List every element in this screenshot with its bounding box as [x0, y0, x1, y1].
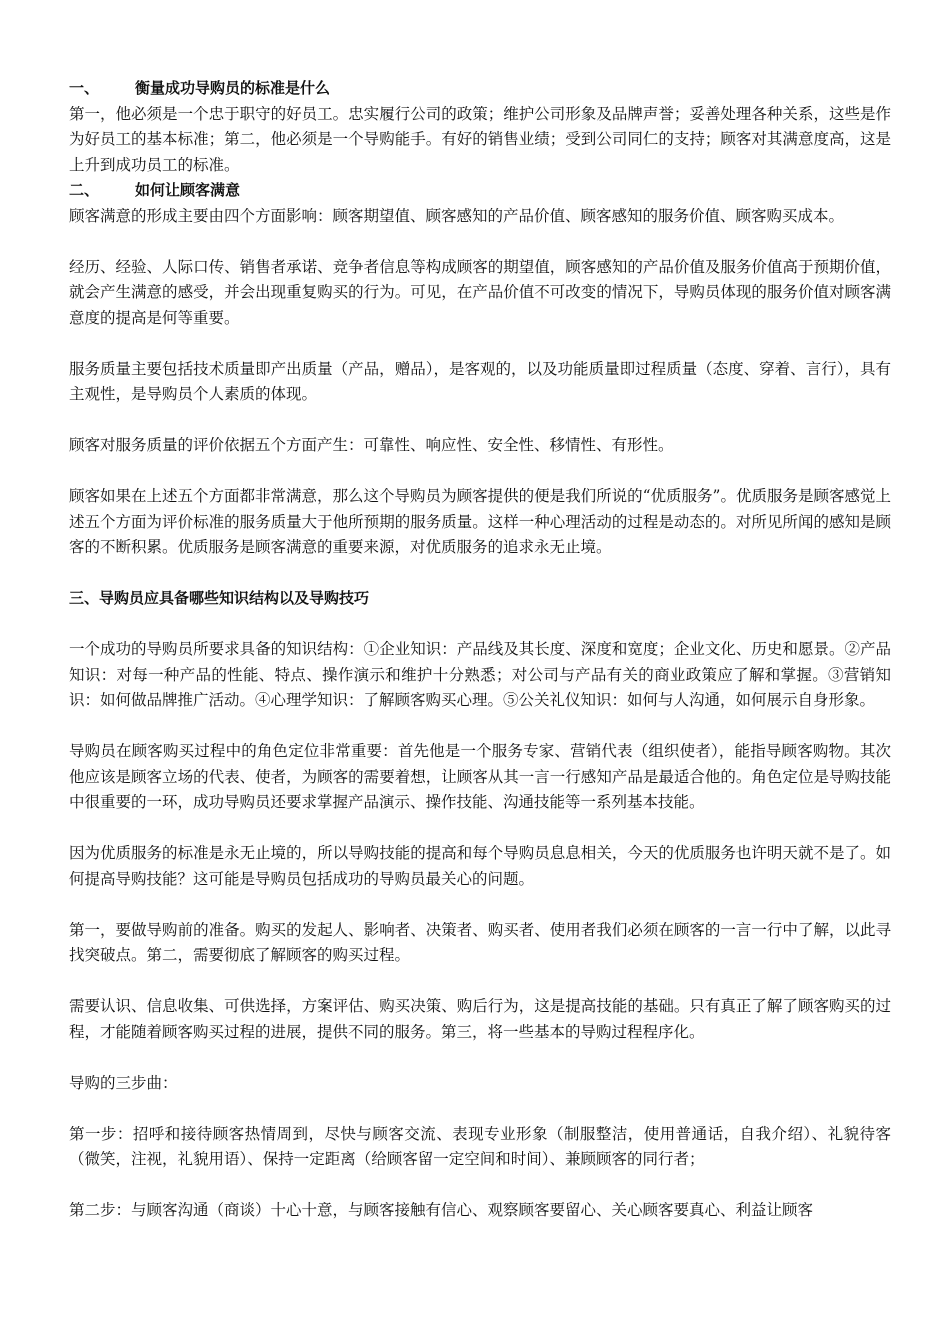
section-2-title: 如何让顾客满意	[135, 181, 241, 199]
paragraph: 因为优质服务的标准是永无止境的，所以导购技能的提高和每个导购员息息相关，今天的优质服务也许明天就不是了。如何提高导购技能？这可能是导购员包括成功的导购员最关心的问题。	[69, 844, 891, 888]
section-1-number: 一、	[69, 79, 100, 97]
document-page	[69, 76, 891, 1224]
paragraph: 顾客满意的形成主要由四个方面影响：顾客期望值、顾客感知的产品价值、顾客感知的服务价值、顾客购买成本。	[69, 206, 845, 225]
paragraph: 第二步：与顾客沟通（商谈）十心十意，与顾客接触有信心、观察顾客要留心、关心顾客要真心、利益让顾客	[69, 1201, 814, 1219]
paragraph: 顾客对服务质量的评价依据五个方面产生：可靠性、响应性、安全性、移情性、有形性。	[69, 436, 674, 454]
section-2-number: 二、	[69, 181, 100, 199]
paragraph: 第一步：招呼和接待顾客热情周到，尽快与顾客交流、表现专业形象（制服整洁，使用普通话，自我介绍）、礼貌待客（微笑，注视，礼貌用语）、保持一定距离（给顾客留一定空间和时间）、兼顾顾客的同行者；	[69, 1124, 891, 1168]
section-1-title: 衡量成功导购员的标准是什么	[135, 79, 331, 97]
paragraph: 顾客如果在上述五个方面都非常满意，那么这个导购员为顾客提供的便是我们所说的“优质服务”。优质服务是顾客感觉上述五个方面为评价标准的服务质量大于他所预期的服务质量。这样一种心理活动的过程是动态的。对所见所闻的感知是顾客的不断积累。优质服务是顾客满意的重要来源，对优质服务的追求永无止境。	[69, 487, 891, 556]
paragraph: 导购的三步曲：	[69, 1073, 178, 1092]
section-2-heading	[69, 178, 891, 204]
paragraph: 第一，要做导购前的准备。购买的发起人、影响者、决策者、购买者、使用者我们必须在顾客的一言一行中了解，以此寻找突破点。第二，需要彻底了解顾客的购买过程。	[69, 920, 891, 964]
paragraph: 经历、经验、人际口传、销售者承诺、竞争者信息等构成顾客的期望值，顾客感知的产品价值及服务价值高于预期价值，就会产生满意的感受，并会出现重复购买的行为。可见，在产品价值不可改变的情况下，导购员体现的服务价值对顾客满意度的提高是何等重要。	[69, 257, 891, 327]
paragraph: 一个成功的导购员所要求具备的知识结构：①企业知识：产品线及其长度、深度和宽度；企业文化、历史和愿景。②产品知识：对每一种产品的性能、特点、操作演示和维护十分熟悉；对公司与产品有关的商业政策应了解和掌握。③营销知识：如何做品牌推广活动。④心理学知识：了解顾客购买心理。⑤公关礼仪知识：如何与人沟通，如何展示自身形象。	[69, 640, 891, 709]
paragraph: 需要认识、信息收集、可供选择，方案评估、购买决策、购后行为，这是提高技能的基础。只有真正了解了顾客购买的过程，才能随着顾客购买过程的进展，提供不同的服务。第三，将一些基本的导购过程程序化。	[69, 997, 891, 1041]
section-1-heading	[69, 76, 891, 102]
paragraph: 服务质量主要包括技术质量即产出质量（产品，赠品），是客观的，以及功能质量即过程质量（态度、穿着、言行），具有主观性，是导购员个人素质的体现。	[69, 359, 891, 403]
section-3-title: 三、导购员应具备哪些知识结构以及导购技巧	[69, 589, 370, 607]
section-1-paragraph: 第一，他必须是一个忠于职守的好员工。忠实履行公司的政策；维护公司形象及品牌声誉；妥善处理各种关系，这些是作为好员工的基本标准；第二，他必须是一个导购能手。有好的销售业绩；受到公司同仁的支持；顾客对其满意度高，这是上升到成功员工的标准。	[69, 104, 891, 174]
section-3-heading	[69, 586, 891, 612]
paragraph: 导购员在顾客购买过程中的角色定位非常重要：首先他是一个服务专家、营销代表（组织使者），能指导顾客购物。其次他应该是顾客立场的代表、使者，为顾客的需要着想，让顾客从其一言一行感知产品是最适合他的。角色定位是导购技能中很重要的一环，成功导购员还要求掌握产品演示、操作技能、沟通技能等一系列基本技能。	[69, 742, 891, 811]
